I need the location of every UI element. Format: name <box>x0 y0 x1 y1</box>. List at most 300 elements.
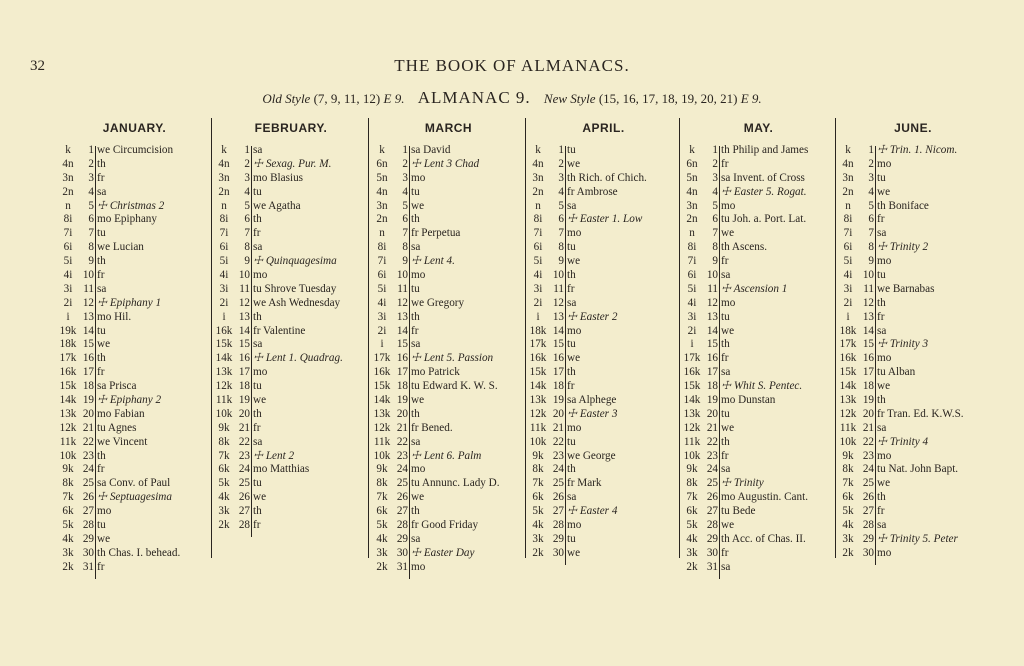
dominical-letter: 11k <box>529 421 547 434</box>
dominical-letter: 14k <box>215 352 233 365</box>
day-entry: ☩ Easter 1. Low <box>567 213 643 226</box>
dominical-letter: 12k <box>529 407 547 420</box>
day-entry: we <box>411 394 425 407</box>
dominical-letter: 7i <box>63 227 73 240</box>
day-entry: sa Alphege <box>567 394 617 407</box>
day-entry: tu <box>877 269 886 282</box>
day-number: 4 <box>244 185 250 198</box>
day-number: 5 <box>712 199 718 212</box>
day-entry: tu <box>721 310 730 323</box>
day-entry: sa <box>97 282 107 295</box>
day-entry: fr Tran. Ed. K.W.S. <box>877 407 964 420</box>
day-row <box>528 255 679 269</box>
day-row <box>838 269 988 283</box>
day-row <box>214 436 368 450</box>
day-entry: th <box>567 463 576 476</box>
dominical-letter: 2n <box>218 185 230 198</box>
dominical-letter: 6k <box>686 505 698 518</box>
day-entry: we <box>411 491 425 504</box>
day-row <box>838 241 988 255</box>
day-number: 7 <box>88 227 94 240</box>
day-row <box>214 519 368 533</box>
day-number: 1 <box>244 144 250 156</box>
day-entry: mo <box>567 519 582 532</box>
day-number: 29 <box>82 532 94 545</box>
dominical-letter: 2k <box>842 546 854 559</box>
day-row <box>838 352 988 366</box>
dominical-letter: 17k <box>373 352 391 365</box>
day-row <box>838 283 988 297</box>
day-entry: we Agatha <box>253 199 301 212</box>
dominical-letter: i <box>380 338 384 351</box>
day-row <box>838 172 988 186</box>
dominical-letter: 2n <box>532 185 544 198</box>
dominical-letter: n <box>535 199 541 212</box>
dominical-letter: 8i <box>219 213 229 226</box>
dominical-letter: 9k <box>376 463 388 476</box>
day-number: 6 <box>712 213 718 226</box>
dominical-letter: 16k <box>373 366 391 379</box>
day-number: 25 <box>238 477 250 490</box>
dominical-letter: 7k <box>842 477 854 490</box>
dominical-letter: 9k <box>686 463 698 476</box>
day-number: 14 <box>552 324 564 337</box>
day-number: 16 <box>396 352 408 365</box>
day-number: 12 <box>552 296 564 309</box>
day-number: 23 <box>706 449 718 462</box>
day-entry: ☩ Easter Day <box>411 546 475 559</box>
day-number: 23 <box>238 449 250 462</box>
day-entry: ☩ Trinity 2 <box>877 241 929 254</box>
dominical-letter: 5n <box>686 171 698 184</box>
day-number: 1 <box>402 144 408 156</box>
day-entry: fr <box>721 352 729 365</box>
dominical-letter: 11k <box>59 435 77 448</box>
day-number: 13 <box>396 310 408 323</box>
day-row <box>214 144 368 158</box>
day-number: 8 <box>402 241 408 254</box>
dominical-letter: 6k <box>376 505 388 518</box>
day-row <box>214 213 368 227</box>
dominical-letter: 15k <box>59 380 77 393</box>
day-entry: sa <box>411 532 421 545</box>
dominical-letter: 2n <box>686 213 698 226</box>
day-number: 14 <box>862 324 874 337</box>
day-number: 15 <box>238 338 250 351</box>
dominical-letter: 15k <box>683 380 701 393</box>
day-number: 5 <box>88 199 94 212</box>
day-row <box>838 297 988 311</box>
day-entry: mo <box>411 560 426 573</box>
dominical-letter: 3k <box>532 532 544 545</box>
day-row <box>682 533 835 547</box>
dominical-letter: 7i <box>533 227 543 240</box>
day-number: 4 <box>88 185 94 198</box>
dominical-letter: 10k <box>683 449 701 462</box>
dominical-letter: 3n <box>218 171 230 184</box>
old-style-numbers: (7, 9, 11, 12) <box>313 91 381 106</box>
day-row <box>214 338 368 352</box>
day-entry: mo <box>877 449 892 462</box>
day-row <box>528 158 679 172</box>
dominical-letter: 7k <box>532 477 544 490</box>
day-entry: mo Hil. <box>97 310 132 323</box>
page-number: 32 <box>30 58 45 74</box>
dominical-letter: 4i <box>63 269 73 282</box>
day-row <box>528 505 679 519</box>
day-number: 22 <box>862 435 874 448</box>
day-row <box>372 283 525 297</box>
day-entry: ☩ Ascension 1 <box>721 282 788 295</box>
day-entry: tu Edward K. W. S. <box>411 380 498 393</box>
dominical-letter: 13k <box>373 407 391 420</box>
dominical-letter: 17k <box>59 352 77 365</box>
day-row <box>58 533 211 547</box>
day-number: 17 <box>706 366 718 379</box>
day-row <box>372 519 525 533</box>
day-entry: tu Agnes <box>97 421 137 434</box>
day-number: 14 <box>82 324 94 337</box>
day-row <box>682 255 835 269</box>
day-entry: mo <box>253 366 268 379</box>
day-number: 22 <box>238 435 250 448</box>
day-row <box>838 436 988 450</box>
day-entry: tu Shrove Tuesday <box>253 282 337 295</box>
dominical-letter: 8k <box>376 477 388 490</box>
dominical-letter: 2n <box>376 213 388 226</box>
day-entry: fr <box>97 269 105 282</box>
day-entry: th <box>567 366 576 379</box>
day-entry: we <box>567 157 581 170</box>
day-row <box>528 200 679 214</box>
day-entry: mo Dunstan <box>721 394 776 407</box>
old-style-label: Old Style <box>262 91 311 106</box>
day-entry: th <box>253 505 262 518</box>
day-number: 19 <box>396 394 408 407</box>
dominical-letter: n <box>845 199 851 212</box>
day-row <box>214 352 368 366</box>
day-number: 17 <box>82 366 94 379</box>
day-row <box>838 311 988 325</box>
day-row <box>528 366 679 380</box>
dominical-letter: 11k <box>215 394 233 407</box>
day-entry: sa <box>411 435 421 448</box>
dominical-letter: 6i <box>63 241 73 254</box>
dominical-letter: 8i <box>843 213 853 226</box>
day-entry: tu Joh. a. Port. Lat. <box>721 213 807 226</box>
day-number: 14 <box>238 324 250 337</box>
dominical-letter: 7k <box>376 491 388 504</box>
day-entry: mo Blasius <box>253 171 304 184</box>
dominical-letter: 13k <box>215 366 233 379</box>
day-entry: fr <box>97 560 105 573</box>
dominical-letter: n <box>221 199 227 212</box>
day-row <box>528 144 679 158</box>
day-entry: th Chas. I. behead. <box>97 546 181 559</box>
dominical-letter: 17k <box>683 352 701 365</box>
day-row <box>682 338 835 352</box>
day-number: 20 <box>706 407 718 420</box>
dominical-letter: 3i <box>843 282 853 295</box>
dominical-letter: 16k <box>215 324 233 337</box>
day-row <box>528 547 679 561</box>
day-number: 10 <box>706 269 718 282</box>
day-row <box>838 200 988 214</box>
day-entry: ☩ Quinquagesima <box>253 255 337 268</box>
day-entry: fr <box>97 366 105 379</box>
dominical-letter: 6k <box>532 491 544 504</box>
day-number: 7 <box>868 227 874 240</box>
day-number: 26 <box>396 491 408 504</box>
dominical-letter: 16k <box>59 366 77 379</box>
day-row <box>372 241 525 255</box>
day-entry: mo Fabian <box>97 407 145 420</box>
day-row <box>58 547 211 561</box>
day-number: 9 <box>244 255 250 268</box>
dominical-letter: 12k <box>215 380 233 393</box>
day-row <box>682 283 835 297</box>
day-row <box>682 394 835 408</box>
day-number: 6 <box>402 213 408 226</box>
dominical-letter: 14k <box>683 394 701 407</box>
day-row <box>372 450 525 464</box>
day-row <box>528 422 679 436</box>
day-number: 13 <box>862 310 874 323</box>
day-entry: ☩ Easter 5. Rogat. <box>721 185 807 198</box>
day-entry: ☩ Septuagesima <box>97 491 172 504</box>
day-number: 4 <box>868 185 874 198</box>
day-row <box>528 533 679 547</box>
day-number: 6 <box>868 213 874 226</box>
day-row <box>372 227 525 241</box>
dominical-letter: 8i <box>63 213 73 226</box>
day-entry: we George <box>567 449 616 462</box>
day-number: 14 <box>396 324 408 337</box>
day-number: 23 <box>552 449 564 462</box>
day-entry: fr Good Friday <box>411 519 479 532</box>
day-entry: fr Bened. <box>411 421 453 434</box>
dominical-letter: 11k <box>373 435 391 448</box>
day-number: 20 <box>862 407 874 420</box>
day-row <box>58 519 211 533</box>
day-number: 27 <box>862 505 874 518</box>
day-number: 25 <box>862 477 874 490</box>
day-entry: ☩ Epiphany 1 <box>97 296 162 309</box>
day-entry: tu <box>97 227 106 240</box>
dominical-letter: 12k <box>373 421 391 434</box>
day-entry: we <box>567 352 581 365</box>
day-number: 8 <box>88 241 94 254</box>
day-row <box>214 408 368 422</box>
day-row <box>372 269 525 283</box>
dominical-letter: 2i <box>377 324 387 337</box>
day-number: 9 <box>712 255 718 268</box>
day-row <box>838 450 988 464</box>
day-number: 28 <box>238 519 250 532</box>
day-row <box>528 436 679 450</box>
day-entry: sa Conv. of Paul <box>97 477 171 490</box>
day-row <box>682 505 835 519</box>
dominical-letter: 17k <box>839 338 857 351</box>
dominical-letter: 6k <box>218 463 230 476</box>
day-entry: mo Patrick <box>411 366 460 379</box>
day-entry: we Barnabas <box>877 282 935 295</box>
day-row <box>372 436 525 450</box>
day-number: 23 <box>82 449 94 462</box>
dominical-letter: 8k <box>218 435 230 448</box>
day-row <box>838 144 988 158</box>
day-entry: we <box>721 227 735 240</box>
day-entry: sa <box>411 338 421 351</box>
dominical-letter: 3n <box>842 171 854 184</box>
day-entry: tu Bede <box>721 505 756 518</box>
day-number: 26 <box>552 491 564 504</box>
dominical-letter: 3i <box>219 282 229 295</box>
day-entry: tu <box>877 171 886 184</box>
day-row <box>682 380 835 394</box>
day-row <box>682 200 835 214</box>
day-row <box>372 325 525 339</box>
day-number: 31 <box>396 560 408 573</box>
day-row <box>838 325 988 339</box>
day-row <box>838 227 988 241</box>
day-row <box>528 227 679 241</box>
day-entry: th <box>877 491 886 504</box>
dominical-letter: k <box>535 144 541 156</box>
day-row <box>214 380 368 394</box>
day-number: 24 <box>862 463 874 476</box>
dominical-letter: 15k <box>373 380 391 393</box>
day-number: 29 <box>706 532 718 545</box>
dominical-letter: 2k <box>376 560 388 573</box>
dominical-letter: 4k <box>532 519 544 532</box>
day-number: 27 <box>238 505 250 518</box>
day-row <box>58 338 211 352</box>
dominical-letter: 5i <box>843 255 853 268</box>
day-row <box>528 283 679 297</box>
day-number: 5 <box>244 199 250 212</box>
day-row <box>838 255 988 269</box>
day-entry: mo <box>877 255 892 268</box>
day-number: 30 <box>82 546 94 559</box>
day-number: 16 <box>552 352 564 365</box>
dominical-letter: k <box>65 144 71 156</box>
day-row <box>214 477 368 491</box>
day-number: 31 <box>706 560 718 573</box>
day-entry: ☩ Lent 3 Chad <box>411 157 480 170</box>
day-number: 15 <box>396 338 408 351</box>
day-row <box>682 366 835 380</box>
day-row <box>838 505 988 519</box>
day-row <box>372 380 525 394</box>
day-entry: mo <box>253 269 268 282</box>
day-number: 22 <box>706 435 718 448</box>
day-entry: ☩ Easter 4 <box>567 505 618 518</box>
day-number: 3 <box>244 171 250 184</box>
day-number: 14 <box>706 324 718 337</box>
day-entry: we <box>721 421 735 434</box>
new-style-numbers: (15, 16, 17, 18, 19, 20, 21) <box>598 91 738 106</box>
day-entry: mo <box>411 171 426 184</box>
day-number: 27 <box>706 505 718 518</box>
dominical-letter: 8k <box>62 477 74 490</box>
day-row <box>214 505 368 519</box>
day-entry: ☩ Lent 4. <box>411 255 455 268</box>
day-row <box>838 366 988 380</box>
dominical-letter: 6k <box>842 491 854 504</box>
dominical-letter: 8k <box>686 477 698 490</box>
day-number: 18 <box>238 380 250 393</box>
day-entry: we <box>877 185 891 198</box>
day-row <box>528 463 679 477</box>
dominical-letter: 14k <box>373 394 391 407</box>
day-number: 22 <box>82 435 94 448</box>
day-entry: th Philip and James <box>721 144 809 156</box>
dominical-letter: 17k <box>529 338 547 351</box>
dominical-letter: 6i <box>377 269 387 282</box>
day-row <box>682 561 835 575</box>
day-entry: tu <box>97 519 106 532</box>
day-entry: th Ascens. <box>721 241 767 254</box>
day-row <box>372 172 525 186</box>
dominical-letter: 15k <box>215 338 233 351</box>
day-entry: ☩ Trin. 1. Nicom. <box>877 144 958 156</box>
day-number: 3 <box>558 171 564 184</box>
day-entry: ☩ Christmas 2 <box>97 199 165 212</box>
day-row <box>528 172 679 186</box>
day-entry: fr <box>253 227 261 240</box>
day-entry: th <box>253 407 262 420</box>
month-heading: FEBRUARY. <box>254 121 328 135</box>
day-number: 12 <box>706 296 718 309</box>
dominical-letter: 5k <box>62 519 74 532</box>
day-entry: sa <box>877 227 887 240</box>
dominical-letter: 2i <box>219 296 229 309</box>
day-row <box>214 200 368 214</box>
day-number: 17 <box>552 366 564 379</box>
day-number: 6 <box>88 213 94 226</box>
day-row <box>838 338 988 352</box>
day-row <box>214 255 368 269</box>
dominical-letter: 8i <box>377 241 387 254</box>
dominical-letter: 8i <box>687 241 697 254</box>
day-number: 2 <box>244 157 250 170</box>
day-row <box>682 519 835 533</box>
day-number: 18 <box>552 380 564 393</box>
day-number: 28 <box>396 519 408 532</box>
dominical-letter: 4n <box>686 185 698 198</box>
day-number: 28 <box>706 519 718 532</box>
dominical-letter: 7i <box>219 227 229 240</box>
day-number: 26 <box>238 491 250 504</box>
day-number: 22 <box>552 435 564 448</box>
day-row <box>682 241 835 255</box>
day-number: 2 <box>868 157 874 170</box>
day-entry: sa <box>721 560 731 573</box>
dominical-letter: 6i <box>219 241 229 254</box>
day-number: 17 <box>238 366 250 379</box>
day-number: 8 <box>558 241 564 254</box>
day-entry: mo <box>567 324 582 337</box>
day-row <box>682 325 835 339</box>
day-entry: fr <box>253 519 261 532</box>
day-number: 29 <box>552 532 564 545</box>
dominical-letter: 3n <box>376 199 388 212</box>
day-entry: th <box>877 296 886 309</box>
day-number: 19 <box>552 394 564 407</box>
day-number: 27 <box>396 505 408 518</box>
day-entry: fr <box>567 282 575 295</box>
